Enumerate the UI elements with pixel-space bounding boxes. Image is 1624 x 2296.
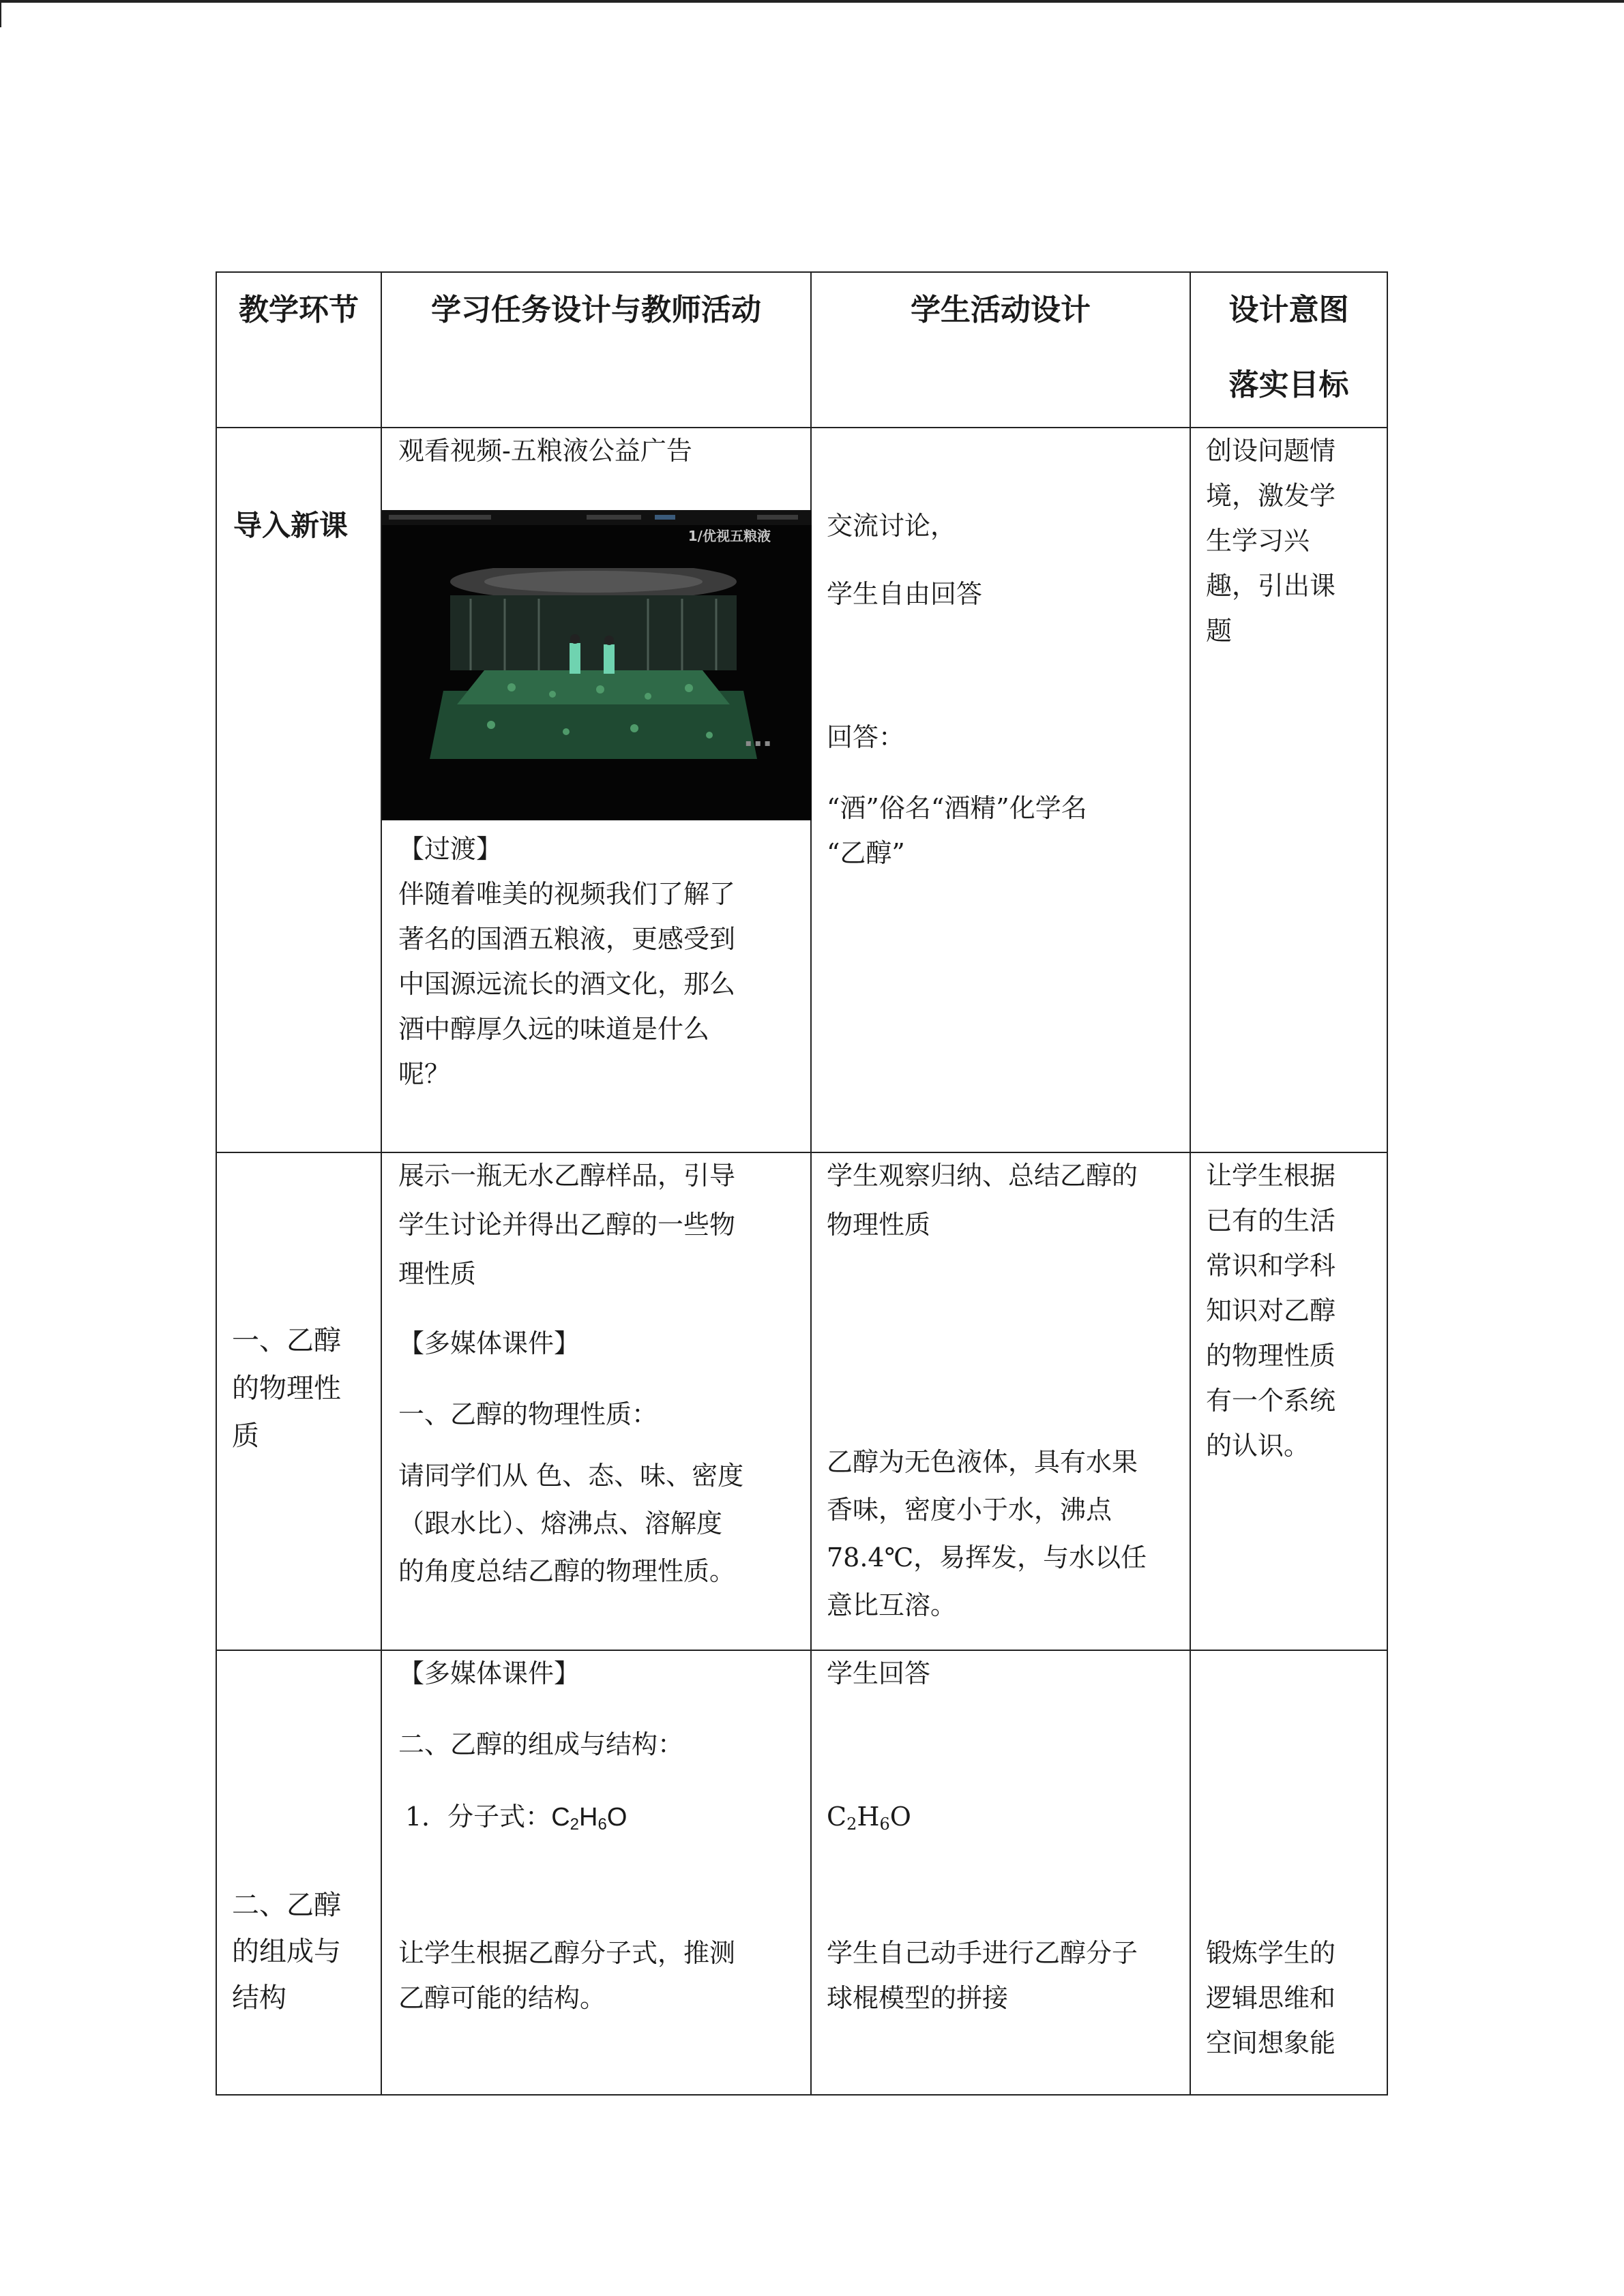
row2-student-cell	[811, 1152, 1190, 1650]
row3-teacher-2a: 让学生根据乙醇分子式，推测	[398, 1938, 736, 1968]
row2-prompt-1: 请同学们从 色、态、味、密度	[398, 1461, 744, 1491]
row1-intent-2: 境，激发学	[1206, 481, 1336, 511]
row2-intent-2: 已有的生活	[1206, 1206, 1336, 1236]
row3-student-formula: $C_2H_6O$	[827, 1802, 911, 1834]
row2-intro-1: 展示一瓶无水乙醇样品，引导	[398, 1161, 736, 1191]
row2-prompt-2: （跟水比）、熔沸点、溶解度	[398, 1508, 723, 1538]
molecular-formula: $C_2H_6O$	[551, 1803, 628, 1834]
row2-intent-1: 让学生根据	[1206, 1161, 1336, 1191]
row2-teacher-cell	[381, 1152, 811, 1650]
row2-subtitle: 一、乙醇的物理性质：	[398, 1399, 658, 1429]
row2-stage-cell	[216, 1152, 381, 1650]
row2-prompt-3: 的角度总结乙醇的物理性质。	[398, 1556, 736, 1586]
table-row	[216, 428, 1387, 1152]
row1-student-4b: “乙醇”	[827, 838, 905, 868]
row1-teacher-title: 观看视频-五粮液公益广告	[398, 436, 692, 466]
row3-student-1: 学生回答	[827, 1658, 931, 1688]
row2-stage-1: 一、乙醇	[232, 1325, 341, 1356]
row3-stage-3: 结构	[232, 1982, 286, 2014]
header-stage: 教学环节	[216, 272, 381, 428]
video-watermark: 1/优视五粮液	[688, 528, 771, 544]
row3-intent-cell	[1190, 1650, 1387, 2095]
row1-student-3: 回答：	[827, 722, 905, 752]
row2-intent-cell	[1190, 1152, 1387, 1650]
row2-stage-2: 的物理性	[232, 1373, 341, 1404]
header-design-intent	[1190, 272, 1387, 428]
header-teacher-activity: 学习任务设计与教师活动	[381, 272, 811, 428]
row3-student-2a: 学生自己动手进行乙醇分子	[827, 1938, 1138, 1968]
row1-intent-3: 生学习兴	[1206, 526, 1310, 556]
video-caption: ▪ ▪ ▪	[745, 738, 771, 749]
row2-stage-3: 质	[232, 1420, 259, 1452]
page-edge	[0, 0, 1, 27]
video-title-bar	[382, 510, 812, 525]
transition-line-5: 呢？	[398, 1059, 451, 1089]
row2-student-2d: 意比互溶。	[827, 1590, 957, 1620]
row1-stage-cell	[216, 428, 381, 1152]
transition-line-3: 中国源远流长的酒文化，那么	[398, 969, 736, 999]
row1-student-4a: “酒”俗名“酒精”化学名	[827, 793, 1087, 823]
row3-student-2b: 球棍模型的拼接	[827, 1983, 1009, 2013]
video-thumbnail[interactable]	[382, 510, 812, 820]
row2-intent-5: 的物理性质	[1206, 1341, 1336, 1371]
row2-student-1b: 物理性质	[827, 1210, 931, 1240]
row3-subtitle: 二、乙醇的组成与结构：	[398, 1729, 684, 1759]
row1-teacher-cell	[381, 428, 811, 1152]
table-row	[216, 1152, 1387, 1650]
row3-teacher-2b: 乙醇可能的结构。	[398, 1983, 606, 2013]
row2-intent-4: 知识对乙醇	[1206, 1296, 1336, 1326]
row1-stage: 导入新课	[233, 509, 349, 542]
row1-intent-4: 趣，引出课	[1206, 571, 1336, 601]
row3-stage-cell	[216, 1650, 381, 2095]
row2-intro-2: 学生讨论并得出乙醇的一些物	[398, 1210, 736, 1240]
row2-multimedia: 【多媒体课件】	[398, 1328, 580, 1358]
row1-intent-1: 创设问题情	[1206, 436, 1336, 466]
header-intent-line2: 落实目标	[1228, 368, 1349, 402]
transition-line-4: 酒中醇厚久远的味道是什么	[398, 1014, 710, 1044]
transition-label: 【过渡】	[398, 834, 503, 864]
formula-label: 1．分子式：	[405, 1802, 552, 1832]
row3-student-cell	[811, 1650, 1190, 2095]
row2-intent-6: 有一个系统	[1206, 1386, 1336, 1416]
transition-line-1: 伴随着唯美的视频我们了解了	[398, 879, 736, 909]
transition-line-2: 著名的国酒五粮液，更感受到	[398, 924, 736, 954]
row2-intent-3: 常识和学科	[1206, 1251, 1336, 1281]
row1-student-cell	[811, 428, 1190, 1152]
row3-teacher-cell	[381, 1650, 811, 2095]
row1-student-1: 交流讨论，	[827, 511, 957, 541]
row3-intent-3: 空间想象能	[1206, 2028, 1336, 2058]
row3-formula-line	[405, 1794, 627, 1840]
row1-student-2: 学生自由回答	[827, 579, 983, 609]
header-intent-line1: 设计意图	[1228, 293, 1349, 327]
lesson-plan-table	[216, 271, 1388, 2096]
row3-intent-2: 逻辑思维和	[1206, 1983, 1336, 2013]
row3-stage-2: 的组成与	[232, 1936, 341, 1967]
row3-intent-1: 锻炼学生的	[1206, 1938, 1336, 1968]
row3-multimedia: 【多媒体课件】	[398, 1658, 580, 1688]
row2-student-2b: 香味，密度小于水，沸点	[827, 1495, 1112, 1525]
row2-student-2c: 78.4℃，易挥发，与水以任	[827, 1542, 1147, 1572]
row1-intent-5: 题	[1206, 616, 1232, 646]
row1-intent-cell	[1190, 428, 1387, 1152]
row2-intro-3: 理性质	[398, 1259, 477, 1289]
table-header-row	[216, 272, 1387, 428]
table-row	[216, 1650, 1387, 2095]
row2-intent-7: 的认识。	[1206, 1431, 1310, 1461]
page-top-rule	[0, 0, 1624, 3]
row2-student-1a: 学生观察归纳、总结乙醇的	[827, 1161, 1138, 1191]
row3-stage-1: 二、乙醇	[232, 1890, 341, 1921]
video-scene-image	[430, 568, 757, 759]
header-student-activity: 学生活动设计	[811, 272, 1190, 428]
row2-student-2a: 乙醇为无色液体，具有水果	[827, 1447, 1138, 1477]
